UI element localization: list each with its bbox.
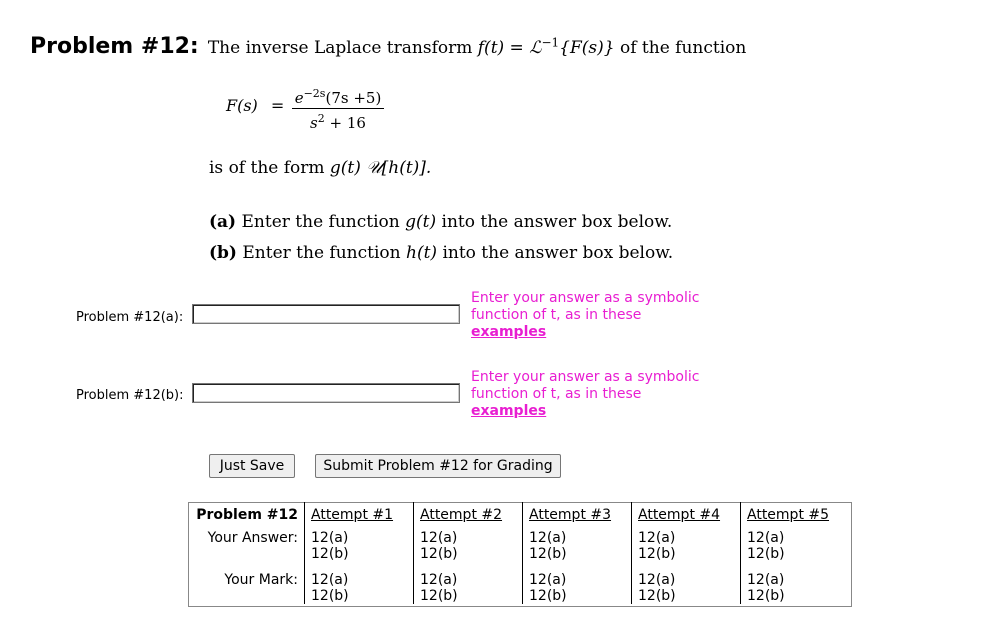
problem-intro: The inverse Laplace transform f(t) = ℒ$^{-1}${F(s)} of the function: [207, 35, 747, 58]
part-a-instruction: (a) Enter the function g(t) into the answer box below.: [209, 212, 673, 232]
your-mark-label: Your Mark:: [188, 562, 305, 604]
attempt-4-mark: 12(a) 12(b): [632, 562, 741, 604]
attempt-2-answer: 12(a) 12(b): [414, 526, 523, 562]
answer-a-input[interactable]: [192, 304, 460, 324]
formula-lhs: F(s): [226, 96, 258, 115]
answer-a-label: Problem #12(a):: [76, 310, 184, 325]
attempts-header-row: [188, 502, 845, 526]
problem-title: Problem #12:: [30, 34, 199, 59]
examples-link-a[interactable]: examples: [471, 324, 547, 340]
examples-link-b[interactable]: examples: [471, 403, 547, 419]
problem-heading: [30, 34, 746, 59]
attempts-header-problem: Problem #12: [188, 502, 305, 526]
just-save-button[interactable]: Just Save: [209, 454, 295, 478]
answer-b-hint: Enter your answer as a symbolic function of t, as in these examples: [471, 369, 700, 419]
answer-a-hint: Enter your answer as a symbolic function of t, as in these examples: [471, 290, 700, 340]
attempts-table: [188, 502, 845, 604]
formula-denominator: $s^2 + 16$: [310, 112, 366, 132]
form-statement: is of the form g(t) 𝒰[h(t)].: [209, 158, 432, 178]
answer-b-input[interactable]: [192, 383, 460, 403]
formula-fraction: [292, 84, 384, 133]
attempt-5-answer: 12(a) 12(b): [741, 526, 846, 562]
your-mark-row: [188, 562, 845, 604]
formula-numerator: $e^{-2s}(7s +5)$: [294, 87, 382, 107]
attempt-1-mark: 12(a) 12(b): [305, 562, 414, 604]
attempt-1-answer: 12(a) 12(b): [305, 526, 414, 562]
attempt-2-header[interactable]: Attempt #2: [414, 502, 523, 526]
attempt-4-header[interactable]: Attempt #4: [632, 502, 741, 526]
answer-b-label: Problem #12(b):: [76, 388, 184, 403]
attempt-5-mark: 12(a) 12(b): [741, 562, 846, 604]
attempt-2-mark: 12(a) 12(b): [414, 562, 523, 604]
submit-button[interactable]: Submit Problem #12 for Grading: [315, 454, 561, 478]
your-answer-row: [188, 526, 845, 562]
attempt-3-mark: 12(a) 12(b): [523, 562, 632, 604]
attempt-3-header[interactable]: Attempt #3: [523, 502, 632, 526]
part-b-instruction: (b) Enter the function h(t) into the answer box below.: [209, 243, 674, 263]
attempt-4-answer: 12(a) 12(b): [632, 526, 741, 562]
attempt-1-header[interactable]: Attempt #1: [305, 502, 414, 526]
attempt-5-header[interactable]: Attempt #5: [741, 502, 846, 526]
your-answer-label: Your Answer:: [188, 526, 305, 562]
attempt-3-answer: 12(a) 12(b): [523, 526, 632, 562]
